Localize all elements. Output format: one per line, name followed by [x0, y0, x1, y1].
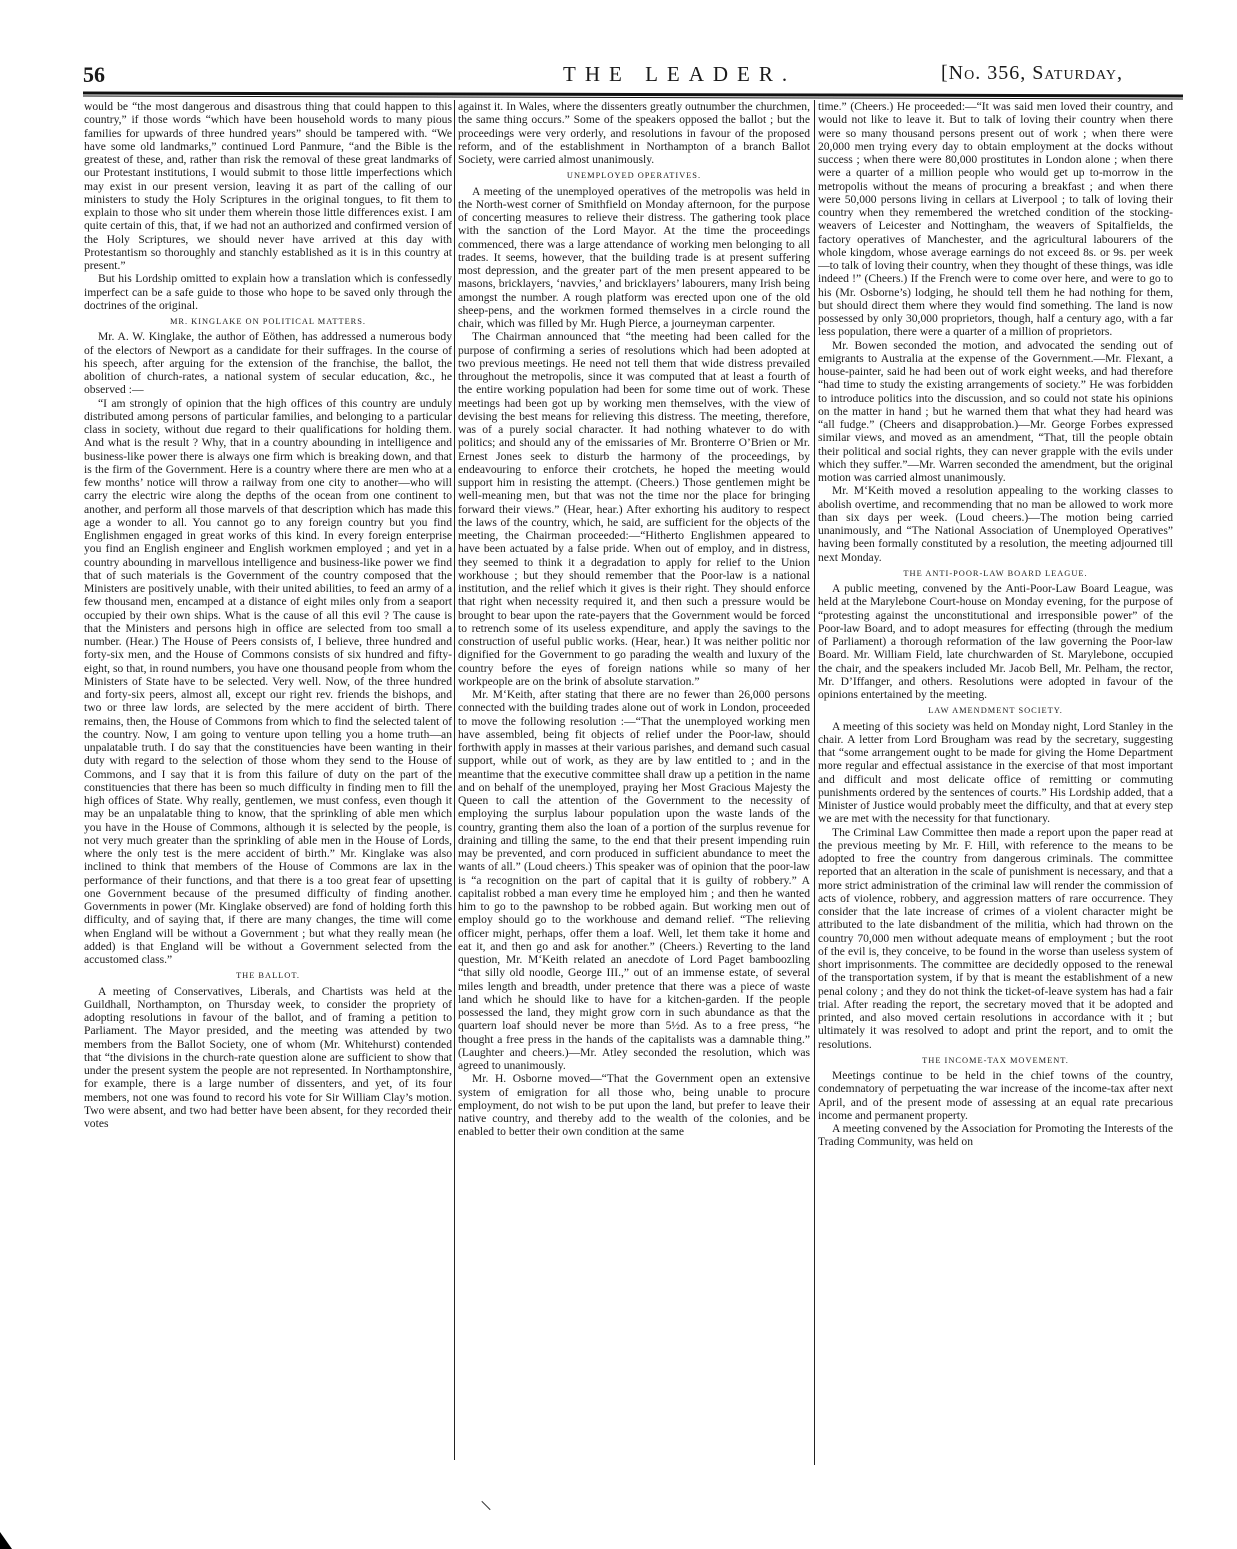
- masthead: [83, 62, 1183, 88]
- article-paragraph: The Chairman announced that “the meeting had been called for the purpose of confirming a series of resolutions which had been adopted at two previous meetings. He need not tell them that wide distress prevailed throughout the metropolis, since it was computed that at least a fourth of the entire working population had been for some time out of work. These meetings had been got up by working men themselves, with the view of devising the best means for relieving this distress. The meeting, therefore, was of a purely social character. It had nothing whatever to do with politics; and should any of the emissaries of Mr. Bronterre O’Brien or Mr. Ernest Jones seek to disturb the harmony of the proceedings, by endeavouring to enforce their crotchets, he hoped the meeting would support him in resisting the attempt. (Cheers.) Those gentlemen might be well-meaning men, but that was not the time nor the place for bringing forward their views.” (Hear, hear.) After exhorting his auditory to respect the laws of the country, which, he said, are sufficient for the objects of the meeting, the Chairman proceeded:—“Hitherto Englishmen appeared to have been actuated by a false pride. When out of employ, and in distress, they seemed to think it a degradation to apply for relief to the Union workhouse ; but they should remember that the Poor-law is a national institution, and the relief which it gives is their right. They should enforce that right when necessity required it, and then such a pressure would be brought to bear upon the rate-payers that the Government would be forced to retrench some of its useless expenditure, and apply the savings to the construction of useful public works. (Hear, hear.) It was neither politic nor dignified for the Government to go parading the wealth and luxury of the country before the eyes of foreign nations while so many of her workpeople are on the brink of absolute starvation.”: [458, 330, 810, 688]
- newspaper-title: THE LEADER.: [563, 62, 797, 86]
- article-paragraph: The Criminal Law Committee then made a report upon the paper read at the previous meeting by Mr. F. Hill, with reference to the means to be adopted to free the country from dangerous criminals. The committee reported that an alteration in the scale of punishment is necessary, and that a more strict administration of the criminal law will render the commission of acts of violence, robbery, and aggression matters of rare occurrence. They consider that the late increase of crimes of a violent character might be attributed to the late disbandment of the militia, which had thrown on the country 70,000 men without adequate means of employment ; but the root of the evil is, they conceive, to be found in the worse than useless system of short imprisonments. The committee are decidedly opposed to the renewal of the transportation system, if by that is meant the establishment of a new penal colony ; and they do not think the ticket-of-leave system has had a fair trial. After reading the report, the secretary moved that it be adopted and printed, and also moved certain resolutions in accordance with it ; but ultimately it was resolved to adopt and print the report, and to omit the resolutions.: [818, 825, 1173, 1051]
- section-heading: THE ANTI-POOR-LAW BOARD LEAGUE.: [903, 568, 1088, 578]
- column-2: [458, 100, 810, 1139]
- column-divider: [454, 100, 455, 1460]
- scan-mark: [481, 1501, 490, 1510]
- article-paragraph: Mr. Bowen seconded the motion, and advocated the sending out of emigrants to Australia at the expense of the Government.—Mr. Flexant, a house-painter, said he had been out of work eight weeks, and had therefore “had time to study the existing arrangements of society.” He was forbidden to introduce politics into the discussion, and so could not state his opinions on the matter in hand ; but he warned them that what they had heard was “all fudge.” (Cheers and disapprobation.)—Mr. George Forbes expressed similar views, and moved as an amendment, “That, till the people obtain their political and social rights, they can never grapple with the evils under which they suffer.”—Mr. Warren seconded the amendment, but the original motion was carried almost unanimously.: [818, 338, 1173, 484]
- article-paragraph: A meeting of this society was held on Monday night, Lord Stanley in the chair. A letter from Lord Brougham was read by the secretary, suggesting that “some arrangement ought to be made for giving the Home Department more regular and effectual assistance in the exercise of that most important and difficult and most delicate office of remitting or commuting punishments ordered by the sentences of courts.” His Lordship added, that a Minister of Justice would probably meet the difficulty, and that at every step we are met with the necessity for that functionary.: [818, 719, 1173, 826]
- section-heading: THE INCOME-TAX MOVEMENT.: [922, 1055, 1069, 1065]
- article-paragraph: A meeting of the unemployed operatives of the metropolis was held in the North-west corner of Smithfield on Monday afternoon, for the purpose of concerting measures to relieve their distress. The gathering took place with the sanction of the Lord Mayor. At the time the proceedings commenced, there was a large attendance of working men belonging to all trades. It seems, however, that the building trade is at present suffering most depression, and the greater part of the men present appeared to be masons, bricklayers, ‘navvies,’ and bricklayers’ labourers, many Irish being amongst the number. A rough platform was erected upon one of the old sheep-pens, and the workmen formed themselves in a circle round the chair, which was filled by Mr. Hugh Pierce, a journeyman carpenter.: [458, 184, 810, 330]
- article-paragraph: A meeting convened by the Association for Promoting the Interests of the Trading Community, was held on: [818, 1122, 1173, 1149]
- section-heading: LAW AMENDMENT SOCIETY.: [928, 706, 1063, 716]
- section-heading: UNEMPLOYED OPERATIVES.: [566, 171, 702, 181]
- header-rule: [83, 92, 1183, 100]
- article-paragraph: A public meeting, convened by the Anti-Poor-Law Board League, was held at the Marylebone Court-house on Monday evening, for the purpose of “protesting against the unconstitutional and irresponsible power” of the Poor-law Board, and to adopt measures for effecting (through the medium of Parliament) a thorough reformation of the law governing the Poor-law Board. Mr. William Field, late churchwarden of St. Marylebone, occupied the chair, and the speakers included Mr. Jacob Bell, Mr. Pelham, the rector, Mr. D’Iffanger, and others. Resolutions were adopted in favour of the opinions entertained by the meeting.: [818, 582, 1173, 701]
- article-paragraph: A meeting of Conservatives, Liberals, and Chartists was held at the Guildhall, Northampton, on Thursday week, to consider the propriety of adopting resolutions in favour of the ballot, and of framing a petition to Parliament. The Mayor presided, and the meeting was attended by two members from the Ballot Society, one of whom (Mr. Whitehurst) contended that “the divisions in the church-rate question alone are sufficient to show that under the present system the people are not represented. In Northamptonshire, for example, there is a large number of dissenters, and yet, of its four members, not one was found to record his vote for Sir William Clay’s motion. Two were absent, and two had better have been absent, for they recorded their votes: [84, 984, 452, 1130]
- article-paragraph: Meetings continue to be held in the chief towns of the country, condemnatory of perpetuating the war increase of the income-tax after next April, and of the present mode of assessing at an equal rate precarious income and permanent property.: [818, 1069, 1173, 1122]
- issue-info: [No. 356, Saturday,: [941, 62, 1123, 84]
- column-3: [818, 100, 1173, 1149]
- article-paragraph: time.” (Cheers.) He proceeded:—“It was said men loved their country, and would not like to leave it. But to talk of loving their country when there were so many thousand persons present out of work ; when there were 20,000 men trying every day to obtain employment at the docks without success ; when there were 80,000 prostitutes in London alone ; when there were a quarter of a million people who would get up to-morrow in the metropolis without the means of procuring a breakfast ; and when there were 50,000 persons living in cellars at Liverpool ; to talk of loving their country when they remembered the wretched condition of the stocking-weavers of Leicester and Nottingham, the weavers of Spitalfields, the factory operatives of Manchester, and the agricultural labourers of the whole kingdom, whose average earnings do not exceed 8s. or 9s. per week—to talk of loving their country, when they thought of these things, was idle indeed !” (Cheers.) If the French were to come over here, and were to go to his (Mr. Osborne’s) lodging, he should tell them he had nothing for them, but should direct them where they would find something. The land is now possessed by only 30,000 proprietors, though, half a century ago, with a far less population, there were a quarter of a million of proprietors.: [818, 100, 1173, 339]
- article-paragraph: But his Lordship omitted to explain how a translation which is confessedly imperfect can be a safe guide to those who hope to be saved only through the doctrines of the original.: [84, 272, 452, 312]
- section-heading: THE BALLOT.: [236, 971, 300, 981]
- article-paragraph: would be “the most dangerous and disastrous thing that could happen to this country,” if those words “which have been household words to many pious families for upwards of three hundred years” should be tampered with. “We have some old landmarks,” continued Lord Panmure, “and the Bible is the greatest of these, and, rather than risk the removal of these great landmarks of our Protestant institutions, I would submit to those little imperfections which may exist in our present version, leaving it as part of the calling of our ministers to study the Holy Scriptures in the original tongues, to fit them to explain to those who sit under them wherein those little differences exist. I am quite certain of this, that, if we had not an authorized and confirmed version of the Holy Scriptures, we should never have arrived at this day with Protestantism so thoroughly and stanchly established as it is in this country at present.”: [84, 100, 452, 272]
- section-heading: MR. KINGLAKE ON POLITICAL MATTERS.: [169, 317, 367, 326]
- article-paragraph: “I am strongly of opinion that the high offices of this country are unduly distributed among persons of particular families, and belonging to a particular class in society, without due regard to their qualifications for holding them. And what is the result ? Why, that in a country abounding in intelligence and business-like power there is always one firm which is breaking down, and that is the firm of the Government. Here is a country where there are men who at a few months’ notice will throw a railway from one city to another—who will carry the electric wire along the depths of the ocean from one continent to another, and perform all those marvels of that description which has made this age a wonder to all. You cannot go to any foreign country but you find Englishmen engaged in great works of this kind. In every foreign enterprise you find an English engineer and English workmen employed ; and yet in a country abounding in marvellous intelligence and business-like power we find that of such materials is the Government of the country composed that the Ministers are positively unable, with their united abilities, to feed an army of a few thousand men, encamped at a distance of eight miles only from a seaport occupied by their own ships. What is the cause of all this evil ? The cause is that the Ministers and persons high in office are selected from too small a number. (Hear.) The House of Peers consists of, I believe, three hundred and forty-six men, and the House of Commons consists of six hundred and fifty-eight, so that, in round numbers, you have one thousand people from whom the Ministers of State have to be selected. Very well. Now, of the three hundred and forty-six peers, almost all, except our right rev. friends the bishops, and two or three law lords, are selected by the mere accident of birth. There remains, then, the House of Commons from which to find the selected talent of the country. Now, I am going to venture upon telling you a home truth—an unpalatable truth. I do say that the constituencies have been wanting in their duty with regard to the selection of those whom they send to the House of Commons, and I say that it is from this failure of duty on the part of the constituencies that there has been so much difficulty in finding men to fill the high offices of State. Why really, gentlemen, we must confess, even though it may be an unpalatable thing to know, that the sprinkling of able men which you have in the House of Commons, although it is selected by the people, is not very much greater than the sprinkling of able men in the House of Lords, where the only test is the mere accident of birth.” Mr. Kinglake was also inclined to think that members of the House of Commons are lax in the performance of their functions, and that there is a too great fear of upsetting one Government because of the presumed difficulty of finding another. Governments in power (Mr. Kinglake observed) are fond of holding forth this difficulty, and of saying that, if there are many changes, the time will come when England will be without a Government ; but what they really mean (he added) is that England will be without a Government selected from the accustomed class.”: [84, 396, 452, 966]
- article-paragraph: Mr. M‘Keith moved a resolution appealing to the working classes to abolish overtime, and recommending that no man be allowed to work more than six days per week. (Loud cheers.)—The motion being carried unanimously, and “The National Association of Unemployed Operatives” having been formally constituted by a resolution, the meeting adjourned till next Monday.: [818, 484, 1173, 564]
- article-paragraph: Mr. H. Osborne moved—“That the Government open an extensive system of emigration for all those who, being unable to procure employment, do not wish to be put upon the land, but prefer to leave their native country, and thereby add to the wealth of the colonies, and be enabled to better their own condition at the same: [458, 1072, 810, 1139]
- article-paragraph: Mr. A. W. Kinglake, the author of Eöthen, has addressed a numerous body of the electors of Newport as a candidate for their suffrages. In the course of his speech, after arguing for the extension of the franchise, the ballot, the abolition of church-rates, a national system of secular education, &c., he observed :—: [84, 330, 452, 397]
- column-divider: [814, 100, 815, 1465]
- article-paragraph: Mr. M‘Keith, after stating that there are no fewer than 26,000 persons connected with the building trades alone out of work in London, proceeded to move the following resolution :—“That the unemployed working men have assembled, being fit objects of relief under the Poor-law, should forthwith apply in masses at their various parishes, and demand such casual support, while out of work, as they are by law entitled to ; and in the meantime that the executive committee shall draw up a petition in the name and on behalf of the unemployed, praying her Most Gracious Majesty the Queen to call the attention of the Government to the necessity of employing the surplus labour population upon the waste lands of the country, granting them also the loan of a portion of the surplus revenue for draining and tilling the same, to the end that their present impending ruin may be prevented, and corn produced in sufficient abundance to meet the wants of all.” (Loud cheers.) This speaker was of opinion that the poor-law is “a recognition on the part of capital that it is guilty of robbery.” A capitalist robbed a man every time he employed him ; and then he wanted him to go to the pawnshop to be robbed again. But working men out of employ should go to the workhouse and demand relief. “The relieving officer might, perhaps, offer them a loaf. Well, let them take it home and eat it, and then go and ask for another.” (Cheers.) Reverting to the land question, Mr. M‘Keith related an anecdote of Lord Paget bamboozling “that silly old noodle, George III.,” out of an immense estate, of several miles length and breadth, under pretence that there was a piece of waste land which he should like to have for a kitchen-garden. If the people possessed the land, they might grow corn in such abundance as that the quartern loaf should never be more than 5½d. As to a free press, “he thought a free press in the hands of the capitalists was a damnable thing.” (Laughter and cheers.)—Mr. Atley seconded the resolution, which was agreed to unanimously.: [458, 688, 810, 1072]
- page-number: 56: [83, 62, 105, 87]
- column-1: [84, 100, 452, 1130]
- scan-corner-mark: [0, 1532, 12, 1549]
- article-paragraph: against it. In Wales, where the dissenters greatly outnumber the churchmen, the same thing occurs.” Some of the speakers opposed the ballot ; but the proceedings were very orderly, and resolutions in favour of the proposed reform, and of the establishment in Northampton of a branch Ballot Society, were carried almost unanimously.: [458, 100, 810, 166]
